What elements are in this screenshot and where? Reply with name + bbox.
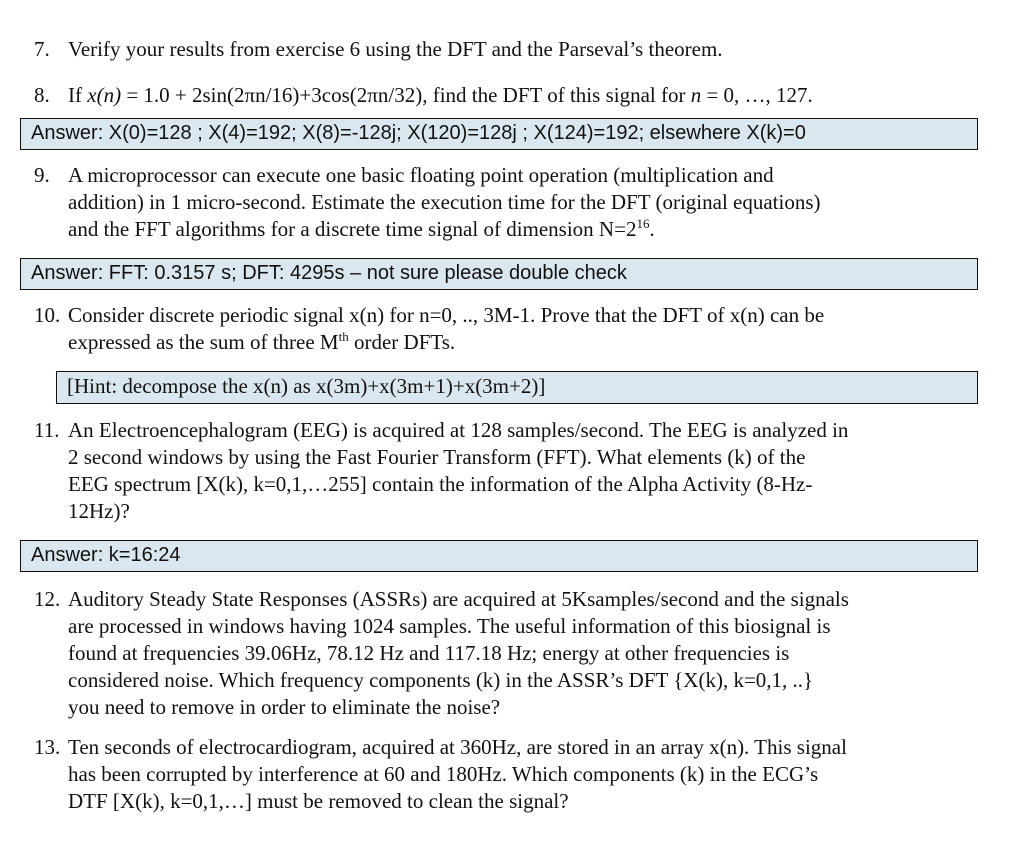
question-number: 12. xyxy=(34,587,61,611)
question-text: Verify your results from exercise 6 using the DFT and the Parseval’s theorem. xyxy=(68,37,723,61)
question-text: If x(n) = 1.0 + 2sin(2πn/16)+3cos(2πn/32), find the DFT of this signal for n = 0, …, 127. xyxy=(68,83,813,107)
question-9 xyxy=(34,162,984,243)
question-10 xyxy=(34,302,984,356)
question-7 xyxy=(34,36,984,63)
question-number: 13. xyxy=(34,735,61,759)
question-text: Consider discrete periodic signal x(n) for n=0, .., 3M-1. Prove that the DFT of x(n) can be expressed as the sum of three Mth order DFTs. xyxy=(68,303,825,354)
hint-text: [Hint: decompose the x(n) as x(3m)+x(3m+1)+x(3m+2)] xyxy=(67,374,546,398)
hint-box-10 xyxy=(56,371,978,404)
answer-box-9 xyxy=(20,258,978,290)
question-text: Ten seconds of electrocardiogram, acquired at 360Hz, are stored in an array x(n). This signal has been corrupted by interference at 60 and 180Hz. Which components (k) in the ECG’s DTF [X(k), k=0,1,…] must be removed to clean the signal? xyxy=(68,735,847,813)
question-number: 10. xyxy=(34,303,61,327)
question-8 xyxy=(34,82,984,109)
question-number: 7. xyxy=(34,37,50,61)
answer-text: Answer: X(0)=128 ; X(4)=192; X(8)=-128j; X(120)=128j ; X(124)=192; elsewhere X(k)=0 xyxy=(31,122,806,144)
question-text: An Electroencephalogram (EEG) is acquired at 128 samples/second. The EEG is analyzed in 2 second windows by using the Fast Fourier Transform (FFT). What elements (k) of the EEG spectrum [X(k), k=0,1,…255] contain the information of the Alpha Activity (8-Hz- 12Hz)? xyxy=(68,418,849,523)
answer-box-8 xyxy=(20,118,978,150)
question-number: 9. xyxy=(34,163,50,187)
question-11 xyxy=(34,417,984,525)
question-12 xyxy=(34,586,984,721)
question-number: 11. xyxy=(34,418,60,442)
answer-text: Answer: FFT: 0.3157 s; DFT: 4295s – not sure please double check xyxy=(31,262,627,284)
question-text: Auditory Steady State Responses (ASSRs) are acquired at 5Ksamples/second and the signals are processed in windows having 1024 samples. The useful information of this biosignal is found at frequencies 39.06Hz, 78.12 Hz and 117.18 Hz; energy at other frequencies is considered noise. Which frequency components (k) in the ASSR’s DFT {X(k), k=0,1, ..} you need to remove in order to eliminate the noise? xyxy=(68,587,849,719)
answer-box-11 xyxy=(20,540,978,572)
question-13 xyxy=(34,734,984,815)
answer-text: Answer: k=16:24 xyxy=(31,544,181,566)
question-number: 8. xyxy=(34,83,50,107)
question-text: A microprocessor can execute one basic floating point operation (multiplication and addition) in 1 micro-second. Estimate the execution time for the DFT (original equations) and the FFT algorithms for a discrete time signal of dimension $N=2^{16}$. xyxy=(68,163,821,241)
